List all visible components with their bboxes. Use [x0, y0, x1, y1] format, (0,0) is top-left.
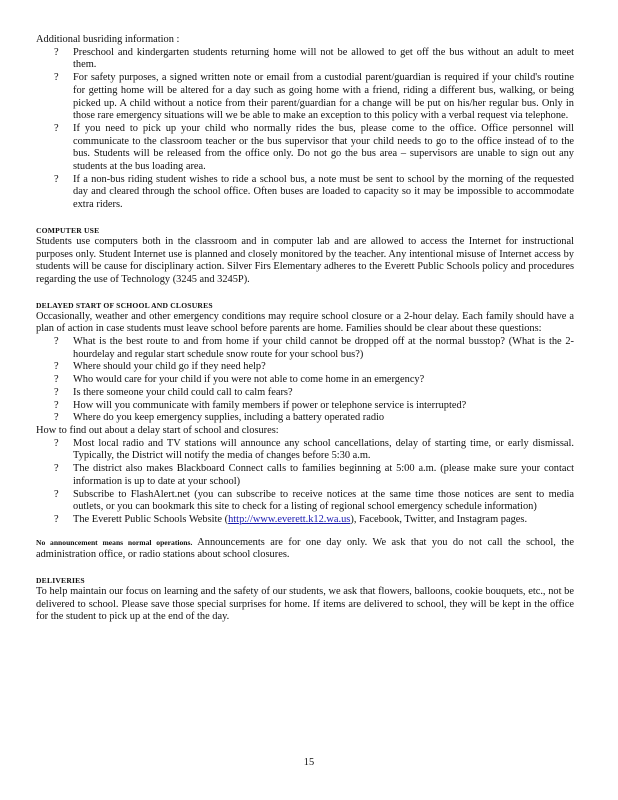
list-item-text: Is there someone your child could call to calm fears?: [73, 386, 293, 398]
list-item: [36, 489, 574, 514]
list-item: [36, 123, 574, 174]
computer-use-heading: COMPUTER USE: [36, 225, 100, 235]
sources-list: [36, 438, 574, 527]
list-item: [36, 336, 574, 361]
bullet-marker: ?: [54, 46, 59, 58]
list-item-text: What is the best route to and from home if your child cannot be dropped off at the normal busstop? (What is the 2-hourdelay and regular start schedule snow route for your school bus?): [73, 336, 574, 360]
bullet-marker: ?: [54, 513, 59, 525]
bullet-marker: ?: [54, 399, 59, 411]
bullet-marker: ?: [54, 374, 59, 386]
list-item: [36, 72, 574, 123]
bullet-marker: ?: [54, 122, 59, 134]
page-number: 15: [303, 757, 315, 768]
spacer: [36, 527, 574, 537]
questions-list: [36, 336, 574, 425]
delayed-start-paragraph: Occasionally, weather and other emergency conditions may require school closure or a 2-hour delay. Each family should have a plan of action in case students must leave school before parents are home. Families should be clear about these questions:: [36, 310, 574, 335]
no-announcement-lead: No announcement means normal operations.: [36, 537, 193, 547]
list-item-text: The district also makes Blackboard Connect calls to families beginning at 5:00 a.m. (please make sure your contact information is up to date at your school): [73, 463, 574, 487]
bullet-marker: ?: [54, 412, 59, 424]
bullet-marker: ?: [54, 437, 59, 449]
website-prefix: The Everett Public Schools Website (: [73, 513, 229, 525]
bullet-marker: ?: [54, 386, 59, 398]
website-suffix: ), Facebook, Twitter, and Instagram pages.: [350, 513, 528, 525]
list-item-text: Where should your child go if they need help?: [73, 361, 266, 373]
list-item: [36, 174, 574, 212]
list-item: [36, 514, 574, 527]
how-to-find-out-line: How to find out about a delay start of school and closures:: [36, 424, 279, 436]
deliveries-paragraph: To help maintain our focus on learning and the safety of our students, we ask that flowers, balloons, cookie bouquets, etc., not be delivered to school. Please save those special surprises for home. If items are delivered to school, they will be kept in the office for the student to pick up at the end of the day.: [36, 586, 574, 623]
list-item-text: How will you communicate with family members if power or telephone service is interrupted?: [73, 399, 467, 411]
bullet-marker: ?: [54, 72, 59, 84]
district-website-link[interactable]: http://www.everett.k12.wa.us: [228, 513, 351, 525]
list-item: [36, 400, 574, 413]
list-item: [36, 438, 574, 463]
delayed-start-heading: DELAYED START OF SCHOOL AND CLOSURES: [36, 300, 213, 310]
deliveries-heading: DELIVERIES: [36, 576, 85, 586]
intro-line: Additional busriding information :: [36, 34, 180, 45]
list-item: [36, 387, 574, 400]
bullet-marker: ?: [54, 463, 59, 475]
list-item: [36, 463, 574, 488]
bullet-marker: ?: [54, 488, 59, 500]
list-item: [36, 374, 574, 387]
list-item-text: Most local radio and TV stations will announce any school cancellations, delay of starting time, or early dismissal. Typically, the District will notify the media of changes before 5:30 a.m.: [73, 437, 574, 462]
no-announcement-text: Announcements are for one day only. We ask that you do not call the school, the administration office, or radio stations about school closures.: [36, 536, 574, 561]
computer-use-paragraph: Students use computers both in the classroom and in computer lab and are allowed to access the Internet for instructional purposes only. Student Internet use is planned and closely monitored by the teacher. Any intentional misuse of Internet access by students will be cause for disciplinary action. Silver Firs Elementary adheres to the Everett Public Schools policy and procedures regarding the use of Technology (3245 and 3245P).: [36, 235, 574, 285]
bullet-marker: ?: [54, 361, 59, 373]
list-item-text: Where do you keep emergency supplies, including a battery operated radio: [73, 412, 385, 424]
bullet-marker: ?: [54, 173, 59, 185]
list-item-text: If you need to pick up your child who normally rides the bus, please come to the office. Office personnel will communicate to the classroom teacher or the bus supervisor that your child needs to go to the office instead of to the bus. Students will be released from the office only. Do not go the bus area – supervisors are unable to sign out any students at the bus loading area.: [73, 122, 574, 173]
no-announcement-paragraph: [36, 537, 574, 562]
list-item-text: For safety purposes, a signed written note or email from a custodial parent/guardian is required if your child's routine for getting home will be altered for a day such as going home with a friend, riding a different bus, walking, or being picked up. A child without a notice from their parent/guardian for a change will be put on his/her regular bus. Only in those rare emergency situations will we be able to make an exception to this policy with a verbal request via telephone.: [73, 72, 574, 122]
bullet-marker: ?: [54, 336, 59, 348]
list-item: [36, 412, 574, 425]
bus-rules-list: [36, 47, 574, 212]
list-item-text: Preschool and kindergarten students returning home will not be allowed to get off the bus without an adult to meet them.: [73, 46, 574, 71]
list-item: [36, 361, 574, 374]
list-item: [36, 47, 574, 72]
list-item-text: Subscribe to FlashAlert.net (you can subscribe to receive notices at the same time those notices are sent to media outlets, or you can bookmark this site to check for a listing of regional school emergency schedule information): [73, 488, 574, 513]
list-item-text: If a non-bus riding student wishes to ride a school bus, a note must be sent to school by the morning of the requested day and cleared through the school office. Often buses are loaded to capacity so it may be impossible to accommodate extra riders.: [73, 173, 574, 211]
list-item-text: Who would care for your child if you were not able to come home in an emergency?: [73, 374, 425, 386]
document-page: [36, 34, 574, 624]
